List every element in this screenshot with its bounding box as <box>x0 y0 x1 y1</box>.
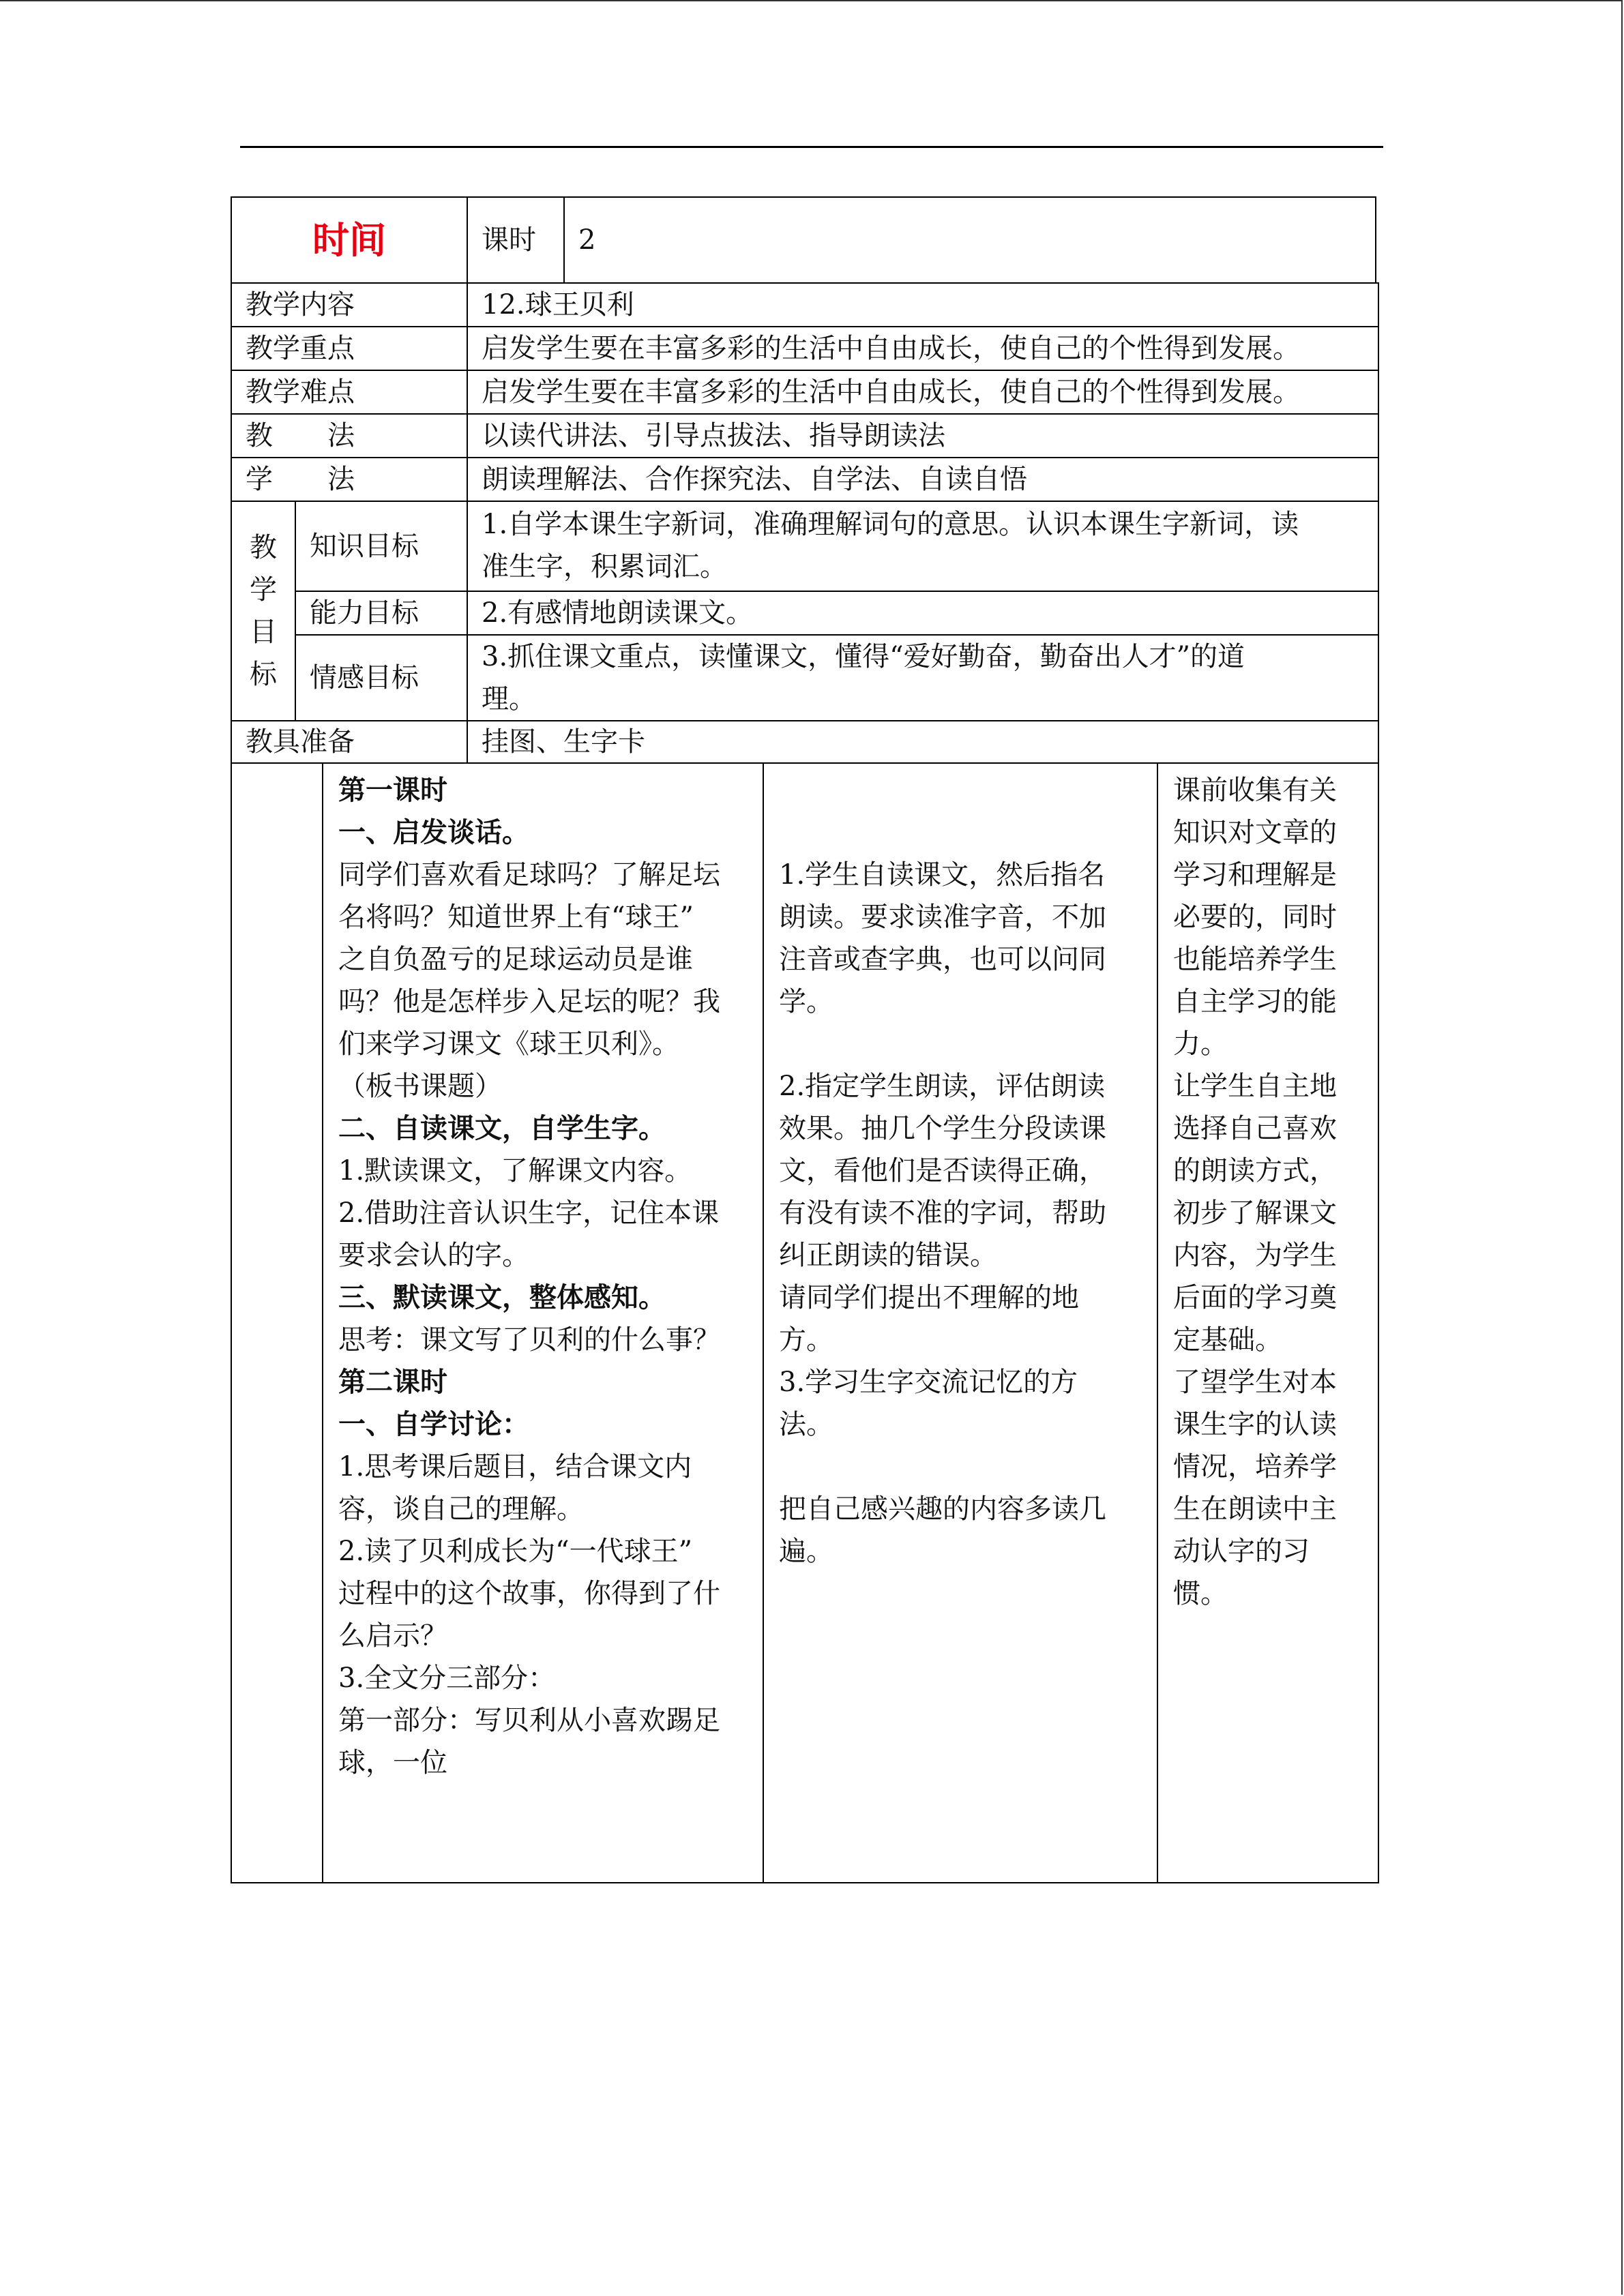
teacher-activity-line: 过程中的这个故事，你得到了什 <box>338 1578 720 1609</box>
student-activity-line: 朗读。要求读准字音，不加 <box>779 901 1106 933</box>
tools-value: 挂图、生字卡 <box>482 726 645 758</box>
learning-method-value-cell <box>467 457 1379 502</box>
difficult-value: 启发学生要在丰富多彩的生活中自由成长，使自己的个性得到发展。 <box>482 376 1300 408</box>
design-intent-line: 也能培养学生 <box>1173 944 1337 975</box>
design-intent-line: 生在朗读中主 <box>1173 1493 1337 1525</box>
design-intent-line: 内容，为学生 <box>1173 1240 1337 1271</box>
student-activity-line <box>779 1023 1142 1065</box>
student-activity-line: 效果。抽几个学生分段读课 <box>779 1113 1106 1144</box>
student-activity-line <box>779 769 1142 811</box>
design-intent-line: 让学生自主地 <box>1173 1071 1337 1102</box>
learning-method-label-cell <box>231 457 468 502</box>
title-text: 时间 <box>312 218 386 262</box>
teacher-activity-line: 容，谈自己的理解。 <box>338 1493 584 1525</box>
difficult-label: 教学难点 <box>246 376 355 408</box>
design-intent-line: 后面的学习奠 <box>1173 1282 1337 1313</box>
learning-method-value: 朗读理解法、合作探究法、自学法、自读自悟 <box>482 464 1027 495</box>
student-activity-line: 1.学生自读课文，然后指名 <box>779 859 1106 891</box>
difficult-value-cell <box>467 370 1379 415</box>
knowledge-label-cell <box>295 501 468 592</box>
teacher-activity-line: 球，一位 <box>338 1747 447 1778</box>
student-activity-line <box>779 811 1142 854</box>
goals-char-2: 学 <box>250 574 277 606</box>
emotion-line-2: 理。 <box>482 683 536 715</box>
teacher-activity-line: 之自负盈亏的足球运动员是谁 <box>338 944 693 975</box>
teacher-activity-line: 么启示？ <box>338 1620 447 1652</box>
teacher-activity-line: 1.默读课文，了解课文内容。 <box>338 1155 692 1187</box>
teacher-activity-line: 1.思考课后题目，结合课文内 <box>338 1451 692 1482</box>
student-activity-line: 2.指定学生朗读，评估朗读 <box>779 1071 1106 1102</box>
student-activity-line: 方。 <box>779 1324 833 1356</box>
goals-char-1: 教 <box>250 532 277 563</box>
teacher-activity-cell <box>322 762 764 1883</box>
design-intent-line: 的朗读方式， <box>1173 1155 1337 1187</box>
design-intent-list <box>1173 769 1363 1615</box>
design-intent-line: 惯。 <box>1173 1578 1228 1609</box>
teacher-activity-line: 第二课时 <box>338 1366 447 1398</box>
student-activity-line: 文，看他们是否读得正确， <box>779 1155 1106 1187</box>
design-intent-line: 知识对文章的 <box>1173 817 1337 848</box>
teacher-activity-line: 们来学习课文《球王贝利》。 <box>338 1028 679 1060</box>
design-intent-cell <box>1157 762 1379 1883</box>
student-activity-line: 学。 <box>779 986 833 1017</box>
teacher-activity-line: 2.读了贝利成长为“一代球王” <box>338 1536 693 1567</box>
design-intent-line: 动认字的习 <box>1173 1536 1310 1567</box>
key-label-cell <box>231 326 468 371</box>
ability-value: 2.有感情地朗读课文。 <box>482 597 754 629</box>
key-value: 启发学生要在丰富多彩的生活中自由成长，使自己的个性得到发展。 <box>482 333 1300 364</box>
tools-label: 教具准备 <box>246 726 355 758</box>
ability-value-cell <box>467 591 1379 636</box>
ability-label-cell <box>295 591 468 636</box>
design-intent-line: 了望学生对本 <box>1173 1367 1337 1398</box>
teacher-activity-line: 思考：课文写了贝利的什么事？ <box>338 1324 720 1356</box>
teacher-activity-line: 第一部分：写贝利从小喜欢踢足 <box>338 1705 720 1736</box>
design-intent-line: 初步了解课文 <box>1173 1197 1337 1229</box>
emotion-line-1: 3.抓住课文重点，读懂课文，懂得“爱好勤奋，勤奋出人才”的道 <box>482 641 1245 672</box>
design-intent-line: 学习和理解是 <box>1173 859 1337 891</box>
student-activity-line: 遍。 <box>779 1536 833 1567</box>
teacher-activity-line: 同学们喜欢看足球吗？了解足坛 <box>338 859 720 891</box>
goals-group-label <box>231 501 296 721</box>
student-activity-line: 把自己感兴趣的内容多读几 <box>779 1493 1106 1525</box>
teacher-activity-line: （板书课题） <box>338 1071 502 1102</box>
design-intent-line: 课生字的认读 <box>1173 1409 1337 1440</box>
design-intent-line: 定基础。 <box>1173 1324 1282 1356</box>
tools-label-cell <box>231 720 468 764</box>
student-activity-line: 请同学们提出不理解的地 <box>779 1282 1079 1313</box>
student-activity-line: 有没有读不准的字词，帮助 <box>779 1197 1106 1229</box>
student-activity-line: 法。 <box>779 1409 833 1440</box>
teacher-activity-line: 二、自读课文，自学生字。 <box>338 1112 666 1144</box>
teaching-method-value-cell <box>467 413 1379 458</box>
learning-method-label: 学 法 <box>246 464 355 495</box>
teacher-activity-line: 吗？他是怎样步入足坛的呢？我 <box>338 986 720 1017</box>
content-label-cell <box>231 282 468 327</box>
knowledge-line-2: 准生字，积累词汇。 <box>482 551 727 582</box>
teacher-activity-line: 名将吗？知道世界上有“球王” <box>338 901 694 933</box>
teacher-activity-line: 一、自学讨论： <box>338 1408 529 1440</box>
period-label: 课时 <box>482 224 536 256</box>
teacher-activity-line: 3.全文分三部分： <box>338 1663 556 1694</box>
teaching-method-label: 教 法 <box>246 420 355 451</box>
student-activity-line: 3.学习生字交流记忆的方 <box>779 1367 1078 1398</box>
difficult-label-cell <box>231 370 468 415</box>
teacher-activity-line: 要求会认的字。 <box>338 1240 529 1271</box>
design-intent-line: 自主学习的能 <box>1173 986 1337 1017</box>
student-activity-cell <box>763 762 1158 1883</box>
teaching-method-value: 以读代讲法、引导点拔法、指导朗读法 <box>482 420 945 451</box>
key-label: 教学重点 <box>246 333 355 364</box>
student-activity-line <box>779 1446 1142 1488</box>
knowledge-label: 知识目标 <box>310 531 419 562</box>
content-label: 教学内容 <box>246 289 355 320</box>
goals-char-3: 目 <box>250 616 277 648</box>
knowledge-value-cell <box>467 501 1379 592</box>
period-value-cell <box>563 196 1376 284</box>
content-value: 12.球王贝利 <box>482 289 634 320</box>
content-value-cell <box>467 282 1379 327</box>
process-blank-cell <box>231 762 323 1883</box>
design-intent-line: 必要的，同时 <box>1173 901 1337 933</box>
design-intent-line: 情况，培养学 <box>1173 1451 1337 1482</box>
design-intent-line: 选择自己喜欢 <box>1173 1113 1337 1144</box>
period-value: 2 <box>578 224 596 256</box>
student-activity-line: 注音或查字典，也可以问同 <box>779 944 1106 975</box>
header-rule <box>240 146 1383 148</box>
emotion-value-cell <box>467 634 1379 721</box>
ability-label: 能力目标 <box>310 597 419 629</box>
knowledge-line-1: 1.自学本课生字新词，准确理解词句的意思。认识本课生字新词，读 <box>482 509 1299 540</box>
teacher-activity-line: 一、启发谈话。 <box>338 816 529 848</box>
student-activity-list <box>779 769 1142 1572</box>
teacher-activity-line: 三、默读课文，整体感知。 <box>338 1281 666 1313</box>
student-activity-line: 纠正朗读的错误。 <box>779 1240 997 1271</box>
period-label-cell <box>467 196 565 284</box>
title-cell <box>231 196 468 284</box>
teacher-activity-list <box>338 769 748 1784</box>
goals-char-4: 标 <box>250 659 277 690</box>
key-value-cell <box>467 326 1379 371</box>
design-intent-line: 力。 <box>1173 1028 1228 1060</box>
emotion-label: 情感目标 <box>310 662 419 694</box>
design-intent-line: 课前收集有关 <box>1173 775 1337 806</box>
teaching-method-label-cell <box>231 413 468 458</box>
teacher-activity-line: 2.借助注音认识生字，记住本课 <box>338 1197 720 1229</box>
emotion-label-cell <box>295 634 468 721</box>
teacher-activity-line: 第一课时 <box>338 774 447 806</box>
tools-value-cell <box>467 720 1379 764</box>
